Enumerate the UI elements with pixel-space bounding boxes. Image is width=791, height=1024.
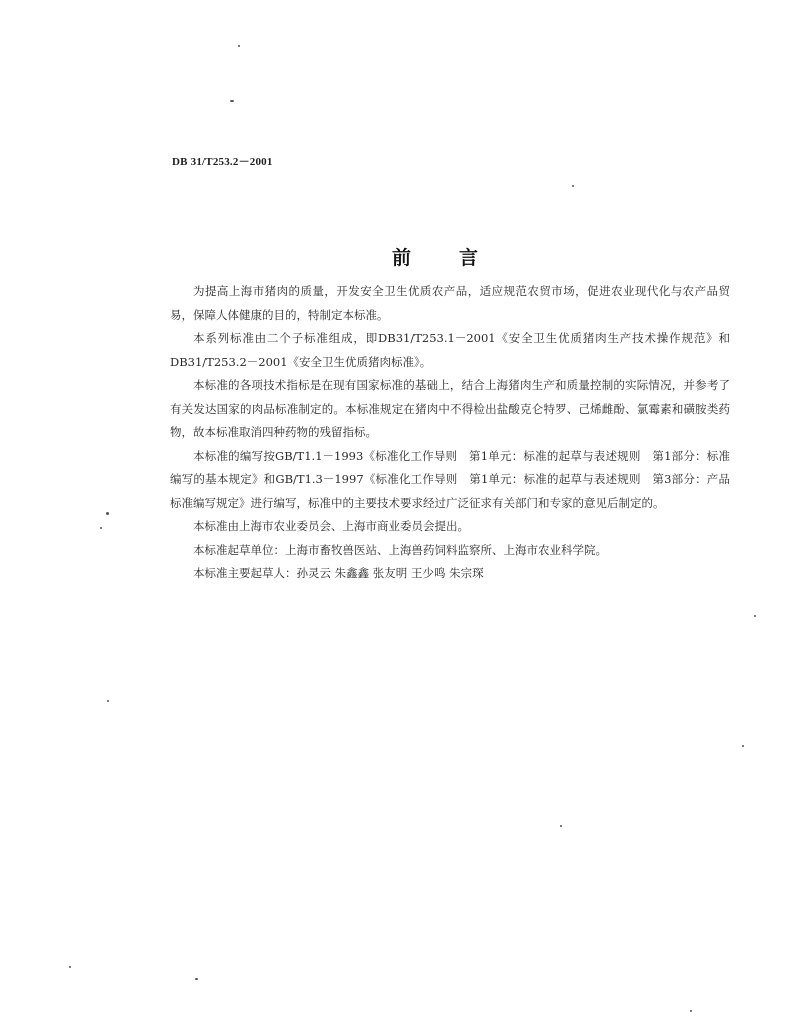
paragraph-series: 本系列标准由二个子标准组成，即DB31/T253.1－2001《安全卫生优质猪肉生产技术操作规范》和DB31/T253.2－2001《安全卫生优质猪肉标准》。: [170, 331, 730, 369]
scan-speck: [572, 185, 574, 187]
paragraph-drafting-rules: 本标准的编写按GB/T1.1－1993《标准化工作导则 第1单元：标准的起草与表述规则 第1部分：标准编写的基本规定》和GB/T1.3－1997《标准化工作导则 第1单元：标准的起草与表述规则 第3部分：产品标准编写规定》进行编写，标准中的主要技术要求经过广泛征求有关部门和专家的意见后制定的。: [170, 448, 730, 510]
paragraph-drafting-units: 本标准起草单位：上海市畜牧兽医站、上海兽药饲料监察所、上海市农业科学院。: [193, 542, 607, 557]
scan-speck: [754, 615, 756, 617]
paragraph-basis: 本标准的各项技术指标是在现有国家标准的基础上，结合上海猪肉生产和质量控制的实际情况，并参考了有关发达国家的肉品标准制定的。本标准规定在猪肉中不得检出盐酸克仑特罗、己烯雌酚、氯霉素和磺胺类药物，故本标准取消四种药物的残留指标。: [170, 378, 730, 439]
scan-speck: [100, 527, 102, 529]
document-code: DB 31/T253.2－2001: [172, 156, 273, 168]
foreword-body: [170, 280, 730, 586]
scan-speck: [560, 825, 562, 827]
scan-speck: [69, 966, 71, 968]
section-title: 前言: [392, 247, 527, 269]
scan-speck: [107, 700, 109, 702]
scan-speck: [230, 100, 234, 102]
scan-speck: [238, 45, 240, 47]
paragraph-drafters: 本标准主要起草人：孙灵云 朱鑫鑫 张友明 王少鸣 朱宗琛: [193, 566, 484, 580]
scan-speck: [742, 745, 744, 747]
scan-speck: [106, 512, 109, 515]
scan-speck: [690, 1010, 692, 1012]
paragraph-purpose: 为提高上海市猪肉的质量，开发安全卫生优质农产品，适应规范农贸市场，促进农业现代化与农产品贸易，保障人体健康的目的，特制定本标准。: [170, 284, 730, 322]
paragraph-proposer: 本标准由上海市农业委员会、上海市商业委员会提出。: [193, 519, 469, 533]
scan-speck: [195, 978, 198, 980]
